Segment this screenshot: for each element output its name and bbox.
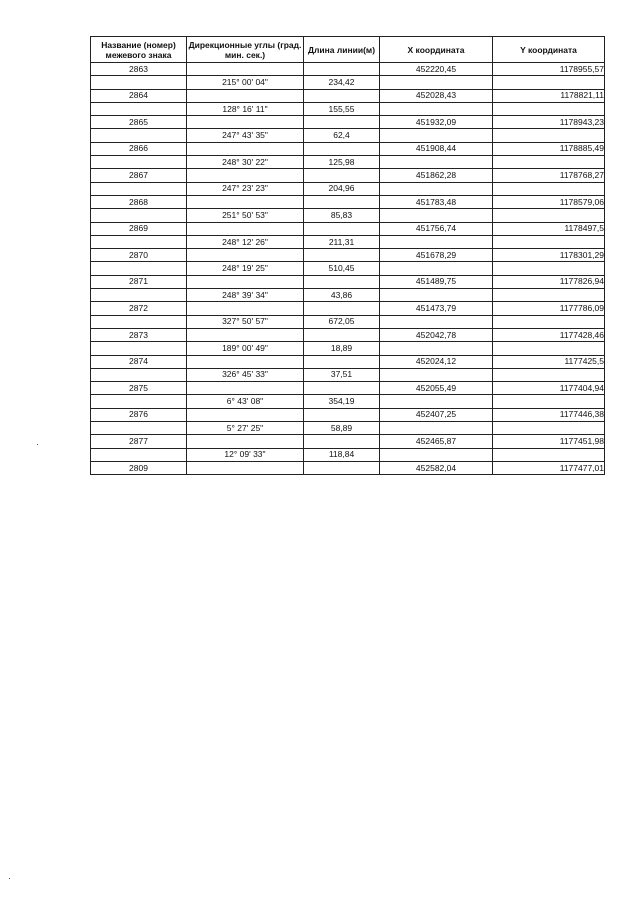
point-name-cell: 2871 <box>91 275 187 288</box>
direction-angle-cell: 248° 30' 22" <box>187 156 304 169</box>
y-coordinate-cell: 1177428,46 <box>493 328 605 341</box>
empty-cell <box>187 63 304 76</box>
empty-cell <box>493 422 605 435</box>
empty-cell <box>187 222 304 235</box>
x-coordinate-cell: 451678,29 <box>380 249 493 262</box>
empty-cell <box>304 169 380 182</box>
empty-cell <box>187 302 304 315</box>
line-length-cell: 118,84 <box>304 448 380 461</box>
point-row <box>91 89 605 102</box>
y-coordinate-cell: 1177477,01 <box>493 461 605 474</box>
empty-cell <box>380 422 493 435</box>
header-angle: Дирекционные углы (град. мин. сек.) <box>187 37 304 63</box>
line-length-cell: 672,05 <box>304 315 380 328</box>
y-coordinate-cell: 1178768,27 <box>493 169 605 182</box>
empty-cell <box>304 249 380 262</box>
empty-cell <box>493 289 605 302</box>
header-length: Длина линии(м) <box>304 37 380 63</box>
line-length-cell: 18,89 <box>304 342 380 355</box>
empty-cell <box>493 395 605 408</box>
x-coordinate-cell: 451862,28 <box>380 169 493 182</box>
point-row <box>91 195 605 208</box>
point-row <box>91 355 605 368</box>
y-coordinate-cell: 1178955,57 <box>493 63 605 76</box>
y-coordinate-cell: 1178579,06 <box>493 195 605 208</box>
y-coordinate-cell: 1178497,5 <box>493 222 605 235</box>
empty-cell <box>380 182 493 195</box>
y-coordinate-cell: 1177425,5 <box>493 355 605 368</box>
header-x: X координата <box>380 37 493 63</box>
empty-cell <box>493 129 605 142</box>
empty-cell <box>91 422 187 435</box>
empty-cell <box>187 328 304 341</box>
table-body <box>91 63 605 475</box>
empty-cell <box>493 262 605 275</box>
empty-cell <box>493 342 605 355</box>
y-coordinate-cell: 1178821,11 <box>493 89 605 102</box>
direction-angle-cell: 251° 50' 53" <box>187 209 304 222</box>
empty-cell <box>187 461 304 474</box>
y-coordinate-cell: 1178885,49 <box>493 142 605 155</box>
empty-cell <box>380 102 493 115</box>
point-row <box>91 408 605 421</box>
empty-cell <box>91 76 187 89</box>
empty-cell <box>380 342 493 355</box>
empty-cell <box>380 76 493 89</box>
x-coordinate-cell: 452042,78 <box>380 328 493 341</box>
empty-cell <box>91 102 187 115</box>
line-length-cell: 234,42 <box>304 76 380 89</box>
point-name-cell: 2868 <box>91 195 187 208</box>
empty-cell <box>187 355 304 368</box>
direction-angle-cell: 326° 45' 33" <box>187 368 304 381</box>
line-length-cell: 211,31 <box>304 235 380 248</box>
x-coordinate-cell: 451756,74 <box>380 222 493 235</box>
empty-cell <box>493 156 605 169</box>
x-coordinate-cell: 451489,75 <box>380 275 493 288</box>
empty-cell <box>91 395 187 408</box>
empty-cell <box>187 275 304 288</box>
empty-cell <box>187 408 304 421</box>
segment-row <box>91 76 605 89</box>
direction-angle-cell: 215° 00' 04" <box>187 76 304 89</box>
point-name-cell: 2863 <box>91 63 187 76</box>
direction-angle-cell: 248° 12' 26" <box>187 235 304 248</box>
segment-row <box>91 448 605 461</box>
segment-row <box>91 156 605 169</box>
line-length-cell: 125,98 <box>304 156 380 169</box>
point-row <box>91 382 605 395</box>
x-coordinate-cell: 451783,48 <box>380 195 493 208</box>
empty-cell <box>493 368 605 381</box>
line-length-cell: 155,55 <box>304 102 380 115</box>
line-length-cell: 85,83 <box>304 209 380 222</box>
y-coordinate-cell: 1177826,94 <box>493 275 605 288</box>
segment-row <box>91 422 605 435</box>
y-coordinate-cell: 1177786,09 <box>493 302 605 315</box>
point-row <box>91 461 605 474</box>
empty-cell <box>380 289 493 302</box>
empty-cell <box>187 89 304 102</box>
direction-angle-cell: 5° 27' 25" <box>187 422 304 435</box>
point-row <box>91 63 605 76</box>
segment-row <box>91 368 605 381</box>
y-coordinate-cell: 1177446,38 <box>493 408 605 421</box>
empty-cell <box>304 275 380 288</box>
empty-cell <box>304 222 380 235</box>
empty-cell <box>380 235 493 248</box>
x-coordinate-cell: 452582,04 <box>380 461 493 474</box>
segment-row <box>91 315 605 328</box>
empty-cell <box>304 63 380 76</box>
line-length-cell: 62,4 <box>304 129 380 142</box>
empty-cell <box>91 289 187 302</box>
point-row <box>91 302 605 315</box>
direction-angle-cell: 327° 50' 57" <box>187 315 304 328</box>
empty-cell <box>187 116 304 129</box>
empty-cell <box>493 448 605 461</box>
empty-cell <box>380 129 493 142</box>
scan-speck <box>9 878 10 879</box>
empty-cell <box>91 262 187 275</box>
point-name-cell: 2876 <box>91 408 187 421</box>
empty-cell <box>304 355 380 368</box>
point-name-cell: 2809 <box>91 461 187 474</box>
x-coordinate-cell: 452220,45 <box>380 63 493 76</box>
segment-row <box>91 129 605 142</box>
empty-cell <box>187 195 304 208</box>
point-row <box>91 222 605 235</box>
empty-cell <box>304 116 380 129</box>
empty-cell <box>187 249 304 262</box>
empty-cell <box>91 156 187 169</box>
segment-row <box>91 102 605 115</box>
segment-row <box>91 209 605 222</box>
empty-cell <box>380 262 493 275</box>
empty-cell <box>91 448 187 461</box>
point-name-cell: 2875 <box>91 382 187 395</box>
empty-cell <box>91 315 187 328</box>
header-name: Название (номер) межевого знака <box>91 37 187 63</box>
line-length-cell: 58,89 <box>304 422 380 435</box>
empty-cell <box>304 382 380 395</box>
empty-cell <box>91 368 187 381</box>
point-row <box>91 435 605 448</box>
empty-cell <box>493 182 605 195</box>
point-name-cell: 2865 <box>91 116 187 129</box>
empty-cell <box>493 209 605 222</box>
direction-angle-cell: 128° 16' 11" <box>187 102 304 115</box>
x-coordinate-cell: 451473,79 <box>380 302 493 315</box>
point-row <box>91 328 605 341</box>
direction-angle-cell: 247° 23' 23" <box>187 182 304 195</box>
point-name-cell: 2874 <box>91 355 187 368</box>
segment-row <box>91 262 605 275</box>
point-row <box>91 169 605 182</box>
x-coordinate-cell: 452024,12 <box>380 355 493 368</box>
point-name-cell: 2867 <box>91 169 187 182</box>
y-coordinate-cell: 1178943,23 <box>493 116 605 129</box>
empty-cell <box>304 328 380 341</box>
point-name-cell: 2870 <box>91 249 187 262</box>
segment-row <box>91 342 605 355</box>
empty-cell <box>493 76 605 89</box>
point-name-cell: 2866 <box>91 142 187 155</box>
empty-cell <box>187 435 304 448</box>
segment-row <box>91 289 605 302</box>
empty-cell <box>91 129 187 142</box>
segment-row <box>91 395 605 408</box>
scan-speck <box>37 444 38 445</box>
line-length-cell: 43,86 <box>304 289 380 302</box>
empty-cell <box>304 195 380 208</box>
x-coordinate-cell: 451932,09 <box>380 116 493 129</box>
empty-cell <box>304 461 380 474</box>
y-coordinate-cell: 1177404,94 <box>493 382 605 395</box>
header-y: Y координата <box>493 37 605 63</box>
line-length-cell: 37,51 <box>304 368 380 381</box>
direction-angle-cell: 248° 19' 25" <box>187 262 304 275</box>
empty-cell <box>493 235 605 248</box>
empty-cell <box>380 368 493 381</box>
empty-cell <box>91 235 187 248</box>
direction-angle-cell: 12° 09' 33" <box>187 448 304 461</box>
empty-cell <box>91 209 187 222</box>
point-name-cell: 2873 <box>91 328 187 341</box>
empty-cell <box>187 382 304 395</box>
empty-cell <box>304 435 380 448</box>
y-coordinate-cell: 1178301,29 <box>493 249 605 262</box>
empty-cell <box>380 156 493 169</box>
point-name-cell: 2864 <box>91 89 187 102</box>
empty-cell <box>304 408 380 421</box>
direction-angle-cell: 6° 43' 08" <box>187 395 304 408</box>
direction-angle-cell: 248° 39' 34" <box>187 289 304 302</box>
empty-cell <box>187 142 304 155</box>
empty-cell <box>91 342 187 355</box>
empty-cell <box>380 448 493 461</box>
point-row <box>91 275 605 288</box>
x-coordinate-cell: 452465,87 <box>380 435 493 448</box>
empty-cell <box>493 315 605 328</box>
line-length-cell: 204,96 <box>304 182 380 195</box>
table-header-row <box>91 37 605 63</box>
x-coordinate-cell: 451908,44 <box>380 142 493 155</box>
boundary-coordinates-table <box>90 36 605 475</box>
point-name-cell: 2872 <box>91 302 187 315</box>
segment-row <box>91 182 605 195</box>
empty-cell <box>304 302 380 315</box>
point-name-cell: 2877 <box>91 435 187 448</box>
line-length-cell: 510,45 <box>304 262 380 275</box>
y-coordinate-cell: 1177451,98 <box>493 435 605 448</box>
line-length-cell: 354,19 <box>304 395 380 408</box>
direction-angle-cell: 247° 43' 35" <box>187 129 304 142</box>
x-coordinate-cell: 452407,25 <box>380 408 493 421</box>
empty-cell <box>304 89 380 102</box>
empty-cell <box>304 142 380 155</box>
direction-angle-cell: 189° 00' 49" <box>187 342 304 355</box>
empty-cell <box>187 169 304 182</box>
point-row <box>91 249 605 262</box>
segment-row <box>91 235 605 248</box>
x-coordinate-cell: 452055,49 <box>380 382 493 395</box>
empty-cell <box>91 182 187 195</box>
empty-cell <box>493 102 605 115</box>
empty-cell <box>380 209 493 222</box>
empty-cell <box>380 315 493 328</box>
point-row <box>91 142 605 155</box>
x-coordinate-cell: 452028,43 <box>380 89 493 102</box>
empty-cell <box>380 395 493 408</box>
point-name-cell: 2869 <box>91 222 187 235</box>
point-row <box>91 116 605 129</box>
